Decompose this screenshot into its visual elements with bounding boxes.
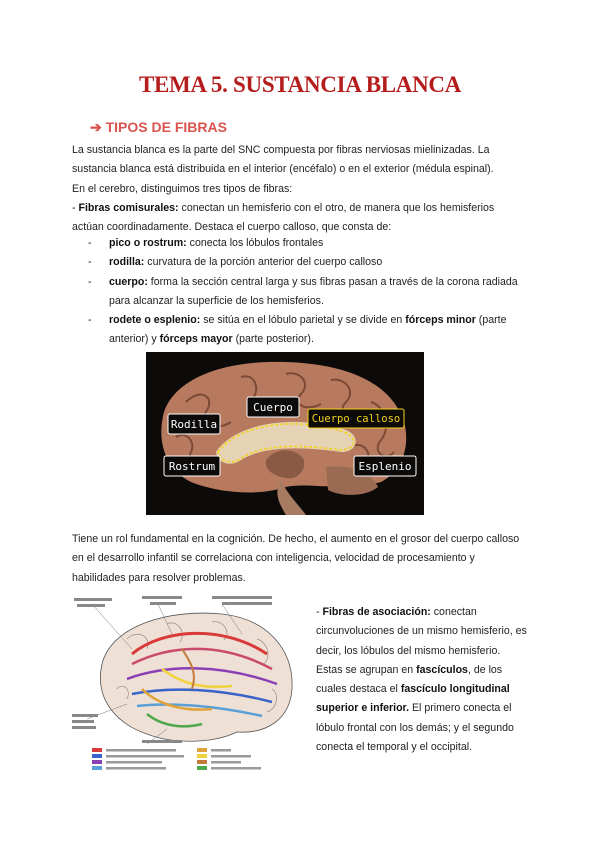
- dash: -: [72, 201, 79, 214]
- paragraph-text: , de los cuales destaca el: [316, 663, 503, 696]
- brain-label-cuerpo-calloso: Cuerpo calloso: [311, 413, 401, 425]
- bullet-text: conecta los lóbulos frontales: [186, 237, 324, 249]
- term-comisurales: Fibras comisurales:: [78, 201, 179, 214]
- list-item: [88, 273, 528, 312]
- brain-label-rostrum: Rostrum: [168, 460, 216, 473]
- paragraph-text: conectan circunvoluciones de un mismo hemisferio, es decir, los lóbulos del mismo hemisferio. Estas se agrupan en: [316, 606, 527, 676]
- comisurales-paragraph: [72, 199, 528, 238]
- brain-sagittal-photo: [146, 352, 424, 515]
- section-heading: ➔ TIPOS DE FIBRAS: [90, 119, 227, 135]
- association-fibers-diagram: [72, 594, 304, 780]
- term-forceps-mayor: fórceps mayor: [159, 333, 233, 346]
- bullet-text: curvatura de la porción anterior del cuerpo calloso: [144, 256, 383, 269]
- bullet-dash: -: [88, 314, 92, 327]
- dash: -: [316, 606, 323, 618]
- comisurales-text: conectan un hemisferio con el otro, de manera que los hemisferios actúan coordinadamente. Destaca el cuerpo calloso, que consta de:: [72, 201, 495, 234]
- bullet-text: se sitúa en el lóbulo parietal y se divide en: [200, 314, 406, 327]
- asociacion-paragraph: [316, 603, 528, 757]
- cognition-paragraph: Tiene un rol fundamental en la cognición. De hecho, el aumento en el grosor del cuerpo calloso en el desarrollo infantil se correlaciona con inteligencia, velocidad de procesamiento y habilidades para resolver problemas.: [72, 533, 520, 584]
- corpus-callosum-parts-list: [88, 234, 528, 350]
- brain-label-cuerpo: Cuerpo: [253, 401, 293, 414]
- brain-label-esplenio: Esplenio: [358, 460, 412, 473]
- list-item: [88, 253, 528, 272]
- term-forceps-minor: fórceps minor: [405, 314, 476, 327]
- term-fasciculo-longitudinal: fascículo longitudinal superior e inferior.: [316, 683, 510, 715]
- list-item: [88, 234, 528, 253]
- bullet-dash: -: [88, 256, 92, 269]
- bullet-text: (parte posterior).: [232, 333, 314, 346]
- page-title: TEMA 5. SUSTANCIA BLANCA: [138, 72, 462, 97]
- term-cuerpo: cuerpo:: [109, 275, 148, 288]
- bullet-text: forma la sección central larga y sus fibras pasan a través de la corona radiada para alcanzar la superficie de los hemisferios.: [109, 275, 518, 307]
- term-fasciculos: fascículos: [416, 663, 468, 676]
- intro-sentence: La sustancia blanca es la parte del SNC compuesta por fibras nerviosas mielinizadas. La sustancia blanca está distribuida en el interior (encéfalo) o en el exterior (médula espinal).: [72, 144, 494, 176]
- intro-sentence: En el cerebro, distinguimos tres tipos de fibras:: [72, 182, 293, 195]
- list-item: [88, 311, 528, 350]
- brain-label-rodilla: Rodilla: [170, 418, 218, 431]
- bullet-dash: -: [88, 237, 92, 249]
- bullet-dash: -: [88, 275, 92, 288]
- term-rodilla: rodilla:: [109, 256, 145, 269]
- term-rodete: rodete o esplenio:: [109, 314, 201, 327]
- term-asociacion: Fibras de asociación:: [322, 606, 431, 618]
- intro-paragraph: [72, 141, 528, 237]
- term-pico: pico o rostrum:: [109, 237, 187, 249]
- bullet-text: (parte anterior) y: [109, 314, 507, 346]
- paragraph-text: El primero conecta el lóbulo frontal con los demás; y el segundo conecta el temporal y el occipital.: [316, 702, 514, 754]
